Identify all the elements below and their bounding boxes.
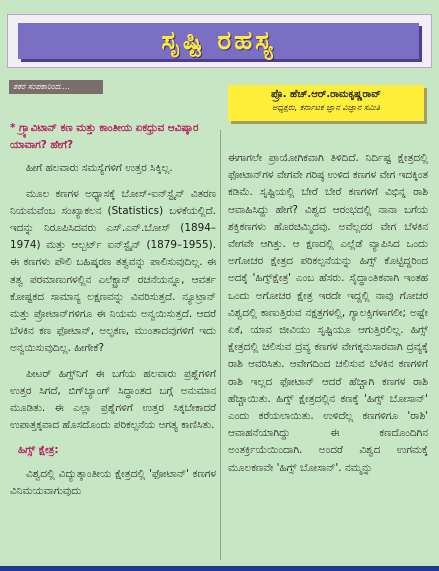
column-divider xyxy=(220,130,221,560)
question-heading: * ಗ್ರ್ಯಾವಿಟಾನ್ ಕಣ ಮತ್ತು ಕಾಂತೀಯ ಏಕಧ್ರುವ ಆವಿಷ್ಕಾರ ಯಾವಾಗ? ಹೇಗೆ? xyxy=(10,122,199,152)
left-column xyxy=(10,120,216,508)
paragraph-4: ವಿಶ್ವದಲ್ಲಿ ವಿದ್ಯುತ್ಕಾಂತೀಯ ಕ್ಷೇತ್ರದಲ್ಲಿ 'ಫೋಟಾನ್' ಕಣಗಳ ವಿನಿಮಯವಾಗುವುದು xyxy=(10,467,216,497)
author-box xyxy=(228,85,424,121)
right-column xyxy=(228,150,428,485)
paragraph-1: ಹೀಗೆ ಹಲವಾರು ಸಮಸ್ಯೆಗಳಿಗೆ ಉತ್ತರ ಸಿಕ್ಕಿಲ್ಲ. xyxy=(26,162,173,175)
author-role: ಅಧ್ಯಕ್ಷರು, ಕರ್ನಾಟಕ ಜ್ಞಾನ ವಿಜ್ಞಾನ ಸಮಿತಿ xyxy=(271,103,381,112)
paragraph-2: ಮೂಲ ಕಣಗಳ ಅಧ್ಯಾಸಕ್ಕೆ ಬೋಸ್-ಐನ್‌ಸ್ಟೈನ್ ವಿತರಣ ನಿಯಮವೆಂಬ ಸಂಖ್ಯಾಕಲನ (Statistics) ಬಳಕೆಯಲ್ಲಿದೆ. ಇದನ್ನು ನಿರೂಪಿಸಿದವರು ಎಸ್.ಎನ್.ಬೋಸ್ (1894–1974) ಮತ್ತು ಆಲ್ಬರ್ಟ್ ಐನ್‌ಸ್ಟೈನ್ (1879–1955). ಈ ಕಣಗಳು ಪೌಲಿ ಬಹಿಷ್ಕರಣ ತತ್ವವನ್ನು ಪಾಲಿಸುವುದಿಲ್ಲ. ಈ ತತ್ವ ಪರಮಾಣುಗಳಲ್ಲಿನ ಎಲೆಕ್ಟ್ರಾನ್ ರಚನೆಯನ್ನೂ, ಆವರ್ತ ಕೋಷ್ಟಕದ ಸಾಮಾನ್ಯ ಲಕ್ಷಣವನ್ನು ವಿವರಿಸುತ್ತದೆ. ನ್ಯೂಟ್ರಾನ್ ಮತ್ತು ಪ್ರೋಟಾನ್‌ಗಳಿಗೂ ಈ ನಿಯಮ ಅನ್ವಯಿಸುತ್ತದೆ. ಆದರೆ ಬೆಳಕಿನ ಕಣ ಫೋಟಾನ್, ಅಲ್ಫಕಣ, ಮುಂತಾದವುಗಳಿಗೆ ಇದು ಅನ್ವಯಿಸುವುದಿಲ್ಲ. ಹೀಗೇಕೆ? xyxy=(10,187,216,355)
section-heading: ಹಿಗ್ಸ್ ಕ್ಷೇತ್ರ: xyxy=(18,444,59,457)
author-name: ಪ್ರೊ. ಹೆಚ್.ಆರ್.ರಾಮಕೃಷ್ಣರಾವ್ xyxy=(271,89,381,100)
page-title: ಸೃಷ್ಟಿ ರಹಸ್ಯ xyxy=(161,25,276,56)
source-tag: ತಕರ ಸಂಪಕಾರಿಂದ.... xyxy=(9,80,103,94)
paragraph-3: ಪೀಟರ್ ಹಿಗ್ಸ್‌ನಿಗೆ ಈ ಬಗೆಯ ಹಲವಾರು ಪ್ರಶ್ನೆಗಳಿಗೆ ಉತ್ತರ ಸಿಗದೆ, ಬಿಗ್‌ಬ್ಯಾಂಗ್ ಸಿದ್ಧಾಂತದ ಬಗ್ಗೆ ಅನುಮಾನ ಮೂಡಿತು. ಈ ಎಲ್ಲಾ ಪ್ರಶ್ನೆಗಳಿಗೆ ಉತ್ತರ ಸಿಕ್ಕಬೇಕಾದರೆ ಉಪಾತ್ತಕ್ಕವಾದ ಹೊಸದೊಂದು ಪರಿಕಲ್ಪನೆಯ ಅಗತ್ಯ ಕಾಣಿಸಿತು. xyxy=(10,367,216,432)
right-paragraph: ಈಗಾಗಲೇ ಪ್ರಾಯೋಗಿಕವಾಗಿ ತಿಳಿದಿದೆ. ನಿರ್ದಿಷ್ಟ ಕ್ಷೇತ್ರದಲ್ಲಿ ಫೋಟಾನ್‌ಗಳ ವೇಗವೇ ಗರಿಷ್ಠ ಉಳಿದ ಕಣಗಳ ವೇಗ ಇದಕ್ಕಿಂತ ಕಡಿಮೆ. ಸೃಷ್ಟಿಯಲ್ಲಿ ಬೇರೆ ಬೇರೆ ಕಣಗಳಿಗೆ ವಿಭಿನ್ನ ರಾಶಿ ಆವಾಹಿಸಿದ್ದು ಹೇಗೆ? ವಿಶ್ವದ ಆರಂಭದಲ್ಲಿ ನಾನಾ ಬಗೆಯ ಶಕ್ತಿಕಣಗಳು ಹೊರಚಿಮ್ಮಿದವು. ಅವೆಲ್ಲದರ ವೇಗ ಬೆಳಕಿನ ವೇಗವೇ ಆಗಿತ್ತು. ಆ ಕ್ಷಣದಲ್ಲಿ ಎಲ್ಲೆಡೆ ವ್ಯಾಪಿಸಿದ ಒಂದು ಅಗೋಚರ ಕ್ಷೇತ್ರದ ಪರಿಕಲ್ಪನೆಯನ್ನು ಹಿಗ್ಸ್ ಕೊಟ್ಟಿದ್ದರಿಂದ ಅದಕ್ಕೆ 'ಹಿಗ್ಸ್‌ಕ್ಷೇತ್ರ' ಎಂಬ ಹೆಸರು. ಸೈದ್ಧಾಂತಿಕವಾಗಿ ಇಂತಹ ಒಂದು ಅಗೋಚರ ಕ್ಷೇತ್ರ ಇರದೇ ಇದ್ದಲ್ಲಿ ನಾವು ಗೋಚರ ವಿಶ್ವದಲ್ಲಿ ಕಾಣುತ್ತಿರುವ ನಕ್ಷತ್ರಗಳಲ್ಲಿ, ಗ್ಯಾಲಕ್ಸಿಗಳಾಗಲೀ; ಅಷ್ಟೇ ಏಕೆ, ಯಾವ ಜೀವಿಯು ಸೃಷ್ಟಿಯೂ ಆಗುತ್ತಿರಲಿಲ್ಲ. ಹಿಗ್ಸ್ ಕ್ಷೇತ್ರದಲ್ಲಿ ಚಲಿಸುವ ದ್ರವ್ಯ ಕಣಗಳ ವೇಗಕ್ಕನುಸಾರವಾಗಿ ದ್ರವ್ಯಕ್ಕೆ ರಾಶಿ ಆವರಿಸಿತು. ಆವೇಗದಿಂದ ಚಲಿಸುವ ಬೆಳಕಿನ ಕಣಗಳಿಗೆ ರಾಶಿ ಇಲ್ಲದ ಫೋಟಾನ್ ಆದರೆ ಹೆಚ್ಚಾಗಿ ಕಣಗಳ ರಾಶಿ ಹೆಚ್ಚಾಯಿತು. ಹಿಗ್ಸ್ ಕ್ಷೇತ್ರದಲ್ಲಿನ ಕಣಕ್ಕೆ 'ಹಿಗ್ಸ್ ಬೋಸಾನ್' ಎಂದು ಕರೆಯಲಾಯಿತು. ಉಳಿದೆಲ್ಲ ಕಣಗಳಿಗೂ 'ರಾಶಿ' ಆವಾಹನೆಯಾಗಿದ್ದು ಈ ಕಣದೊಂದಿಗಿನ ಅಂತರ್ಕ್ರಿಯೆಯಿಂದಾಗಿ. ಅಂದರೆ ವಿಶ್ವದ ಉಗಮಕ್ಕೆ ಮೂಲಕಣವೇ 'ಹಿಗ್ಸ್ ಬೋಸಾನ್'. ನಮ್ಮನ್ನು xyxy=(228,152,428,474)
title-band xyxy=(7,14,432,68)
title-box xyxy=(18,23,419,59)
bottom-rule xyxy=(0,566,439,571)
